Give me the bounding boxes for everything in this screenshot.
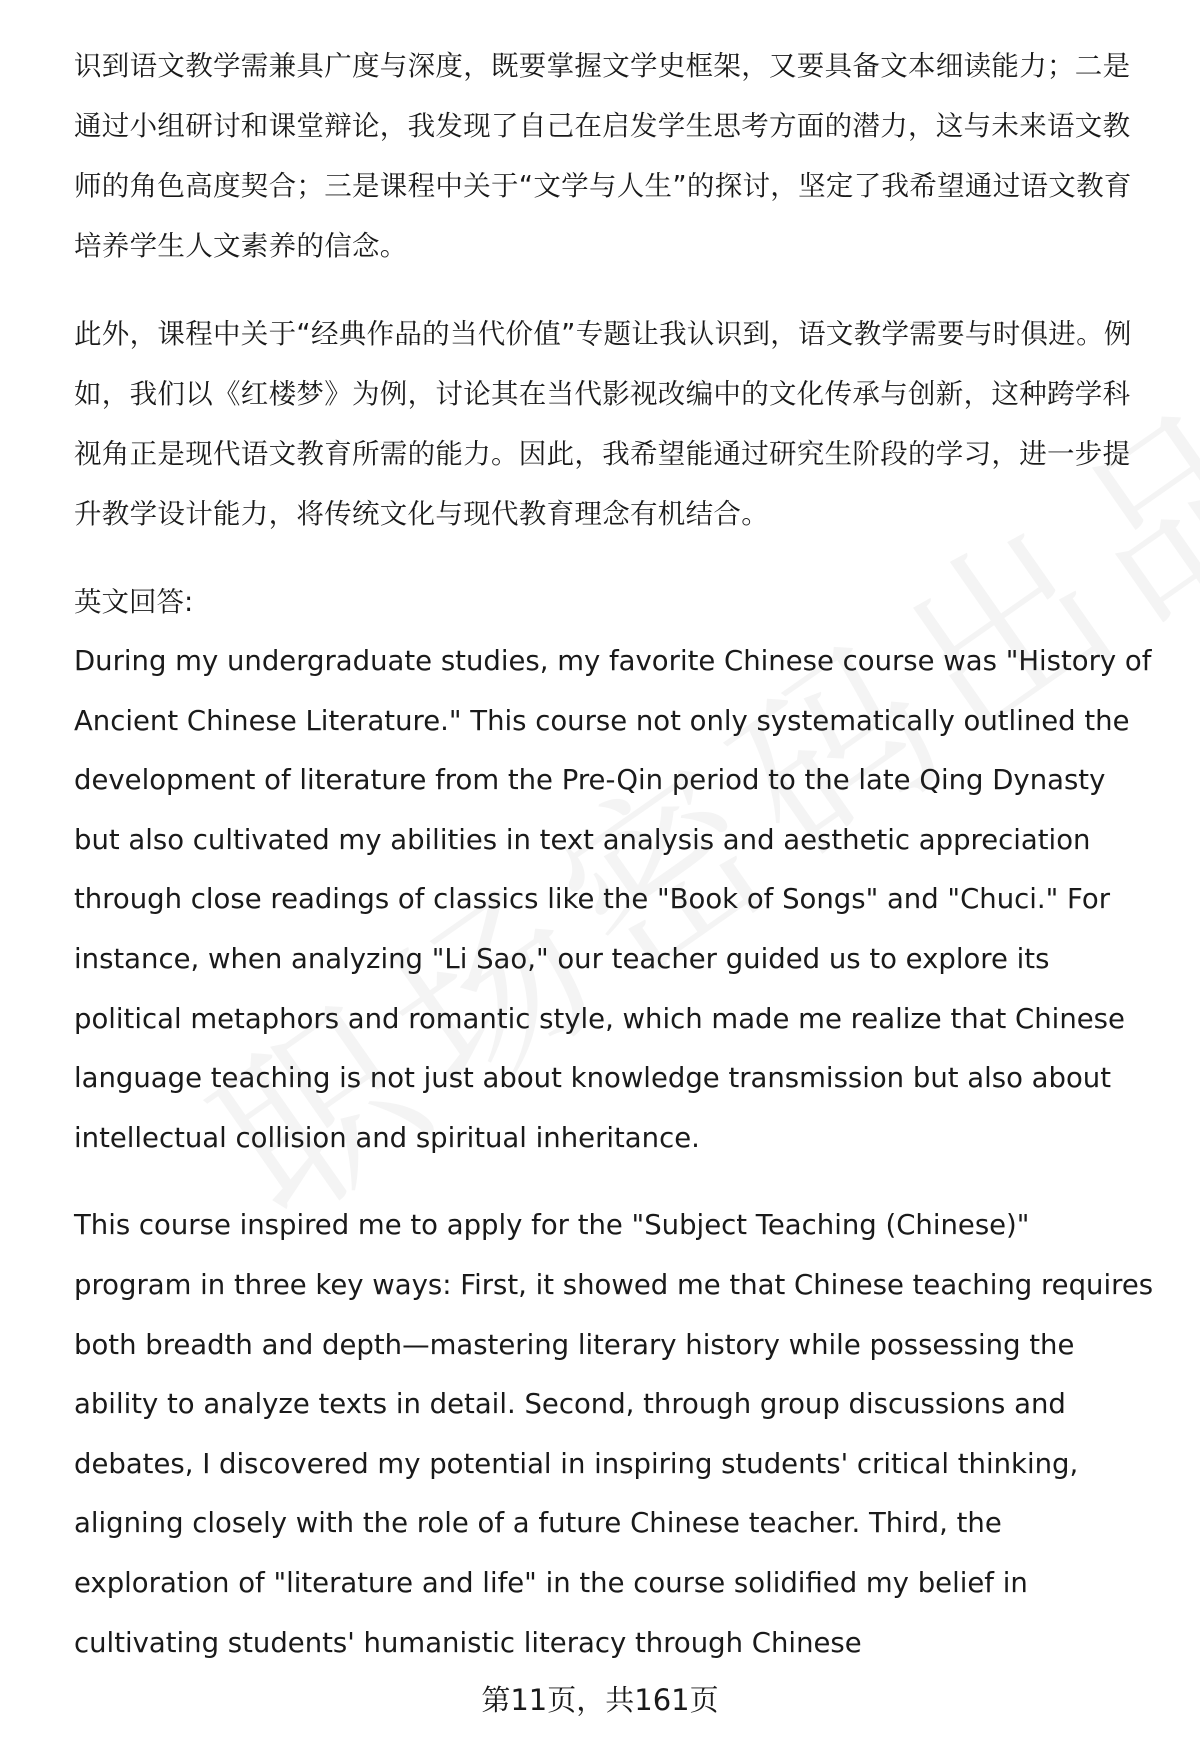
english-answer-label: 英文回答: <box>74 586 194 618</box>
page-number: 第11页，共161页 <box>481 1683 719 1717</box>
cn-paragraph-2: 此外，课程中关于“经典作品的当代价值”专题让我认识到，语文教学需要与时俱进。例如，我们以《红楼梦》为例，讨论其在当代影视改编中的文化传承与创新，这种跨学科视角正是现代语文教育所需的能力。因此，我希望能通过研究生阶段的学习，进一步提升教学设计能力，将传统文化与现代教育理念有机结合。 <box>74 318 1132 530</box>
document-body <box>74 36 1154 1673</box>
cn-paragraph-1: 识到语文教学需兼具广度与深度，既要掌握文学史框架，又要具备文本细读能力；二是通过小组研讨和课堂辩论，我发现了自己在启发学生思考方面的潜力，这与未来语文教师的角色高度契合；三是课程中关于“文学与人生”的探讨，坚定了我希望通过语文教育培养学生人文素养的信念。 <box>74 50 1132 262</box>
en-paragraph-1: During my undergraduate studies, my favorite Chinese course was "History of Ancient Chinese Literature." This course not only systematically outlined the development of literature from the Pre-Qin period to the late Qing Dynasty but also cultivated my abilities in text analysis and aesthetic appreciation through close readings of classics like the "Book of Songs" and "Chuci." For instance, when analyzing "Li Sao," our teacher guided us to explore its political metaphors and romantic style, which made me realize that Chinese language teaching is not just about knowledge transmission but also about intellectual collision and spiritual inheritance. <box>74 645 1152 1154</box>
en-paragraph-2: This course inspired me to apply for the "Subject Teaching (Chinese)" program in three key ways: First, it showed me that Chinese teaching requires both breadth and depth—mastering literary history while possessing the ability to analyze texts in detail. Second, through group discussions and debates, I discovered my potential in inspiring students' critical thinking, aligning closely with the role of a future Chinese teacher. Third, the exploration of "literature and life" in the course solidified my belief in cultivating students' humanistic literacy through Chinese <box>74 1209 1154 1659</box>
